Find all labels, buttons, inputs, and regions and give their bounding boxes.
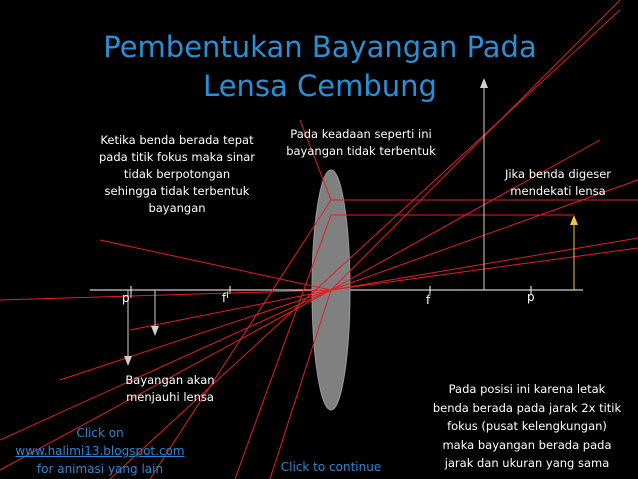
- link-animasi[interactable]: for animasi yang lain: [36, 462, 164, 476]
- label-p-prime: [122, 291, 132, 305]
- note-fokus-line: sehingga tidak terbentuk: [104, 184, 250, 198]
- note-keadaan-line: Pada keadaan seperti ini: [290, 127, 432, 141]
- note-digeser: [478, 166, 638, 200]
- title-line-1: Pembentukan Bayangan Pada: [103, 30, 537, 64]
- note-digeser-line: Jika benda digeser: [504, 167, 612, 181]
- ray-short-b: [100, 240, 331, 290]
- label-f-prime-mark: I: [226, 291, 229, 301]
- note-posisi-line: fokus (pusat kelengkungan): [447, 419, 607, 433]
- note-posisi-line: benda berada pada jarak 2x titik: [432, 400, 622, 415]
- image-arrow-2-head: [151, 326, 159, 336]
- ray-diagonal-a: [0, 290, 331, 440]
- animasi-link[interactable]: [0, 424, 200, 478]
- note-posisi-line: Pada posisi ini karena letak: [448, 382, 606, 396]
- label-p: p: [527, 290, 535, 304]
- label-p-prime-mark: I: [129, 291, 133, 301]
- note-menjauhi-line: Bayangan akan: [125, 373, 215, 387]
- page-title: [40, 28, 600, 106]
- ray-lower-c: [60, 290, 331, 380]
- label-p-prime-letter: p: [122, 291, 130, 305]
- image-arrow-1-head: [124, 356, 132, 366]
- label-f-prime: [222, 291, 229, 305]
- note-keadaan-line: bayangan tidak terbentuk: [286, 144, 436, 158]
- note-fokus-line: Ketika benda berada tepat: [100, 133, 254, 147]
- note-keadaan: [266, 126, 456, 160]
- ray-mid: [130, 290, 331, 330]
- object-arrow-yellow-head: [570, 215, 578, 225]
- note-digeser-line: mendekati lensa: [510, 184, 606, 198]
- link-click-on[interactable]: Click on: [76, 426, 124, 440]
- continue-link[interactable]: Click to continue: [280, 460, 382, 474]
- note-posisi-line: jarak dan ukuran yang sama: [444, 456, 610, 470]
- label-f-prime-letter: f: [222, 291, 227, 305]
- link-url[interactable]: www.halimi13.blogspot.com: [15, 444, 185, 458]
- note-fokus-line: tidak berpotongan: [123, 167, 231, 181]
- note-posisi: [418, 380, 636, 473]
- title-line-2: Lensa Cembung: [203, 69, 437, 103]
- note-posisi-line: maka bayangan berada pada: [442, 437, 612, 452]
- note-menjauhi-line: menjauhi lensa: [126, 390, 214, 404]
- note-fokus-line: bayangan: [148, 201, 206, 215]
- note-menjauhi: [100, 372, 240, 406]
- ray-lower-a: [0, 290, 331, 300]
- label-f: f: [426, 293, 431, 307]
- note-fokus: [82, 132, 272, 217]
- note-fokus-line: pada titik fokus maka sinar: [98, 150, 256, 164]
